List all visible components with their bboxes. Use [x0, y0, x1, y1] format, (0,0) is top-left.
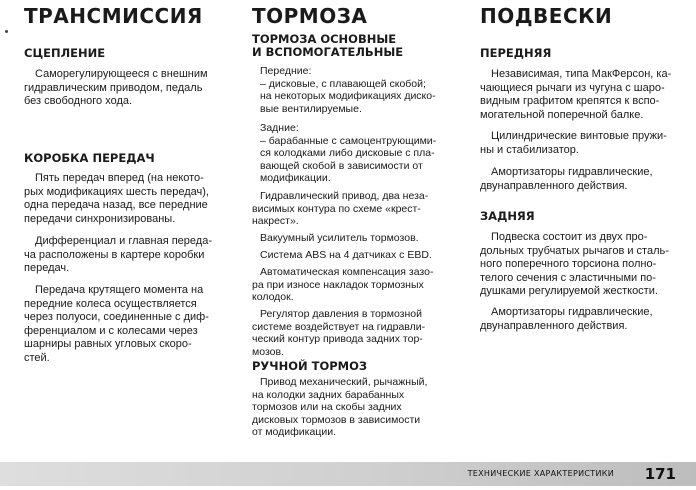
front-brakes-paragraph: Передние: – дисковые, с плавающей скобой; на некоторых модификациях диско- вые вентилируемые.: [260, 65, 436, 115]
rear-suspension-paragraph-2: Амортизаторы гидравлические, двунаправленного действия.: [480, 306, 653, 332]
rear-brakes-paragraph: Задние: – барабанные с самоцентрующими- ся колодками либо дисковые с пла- вающей скобой в зависимости от модификации.: [260, 122, 437, 185]
front-suspension-paragraph-3: Амортизаторы гидравлические, двунаправленного действия.: [480, 166, 653, 192]
abs-paragraph: Система ABS на 4 датчиках с EBD.: [260, 249, 432, 261]
pressure-regulator-paragraph: Регулятор давления в тормозной системе воздействует на гидравли- ческий контур привода задних тор- мозов.: [252, 308, 426, 358]
gearbox-paragraph-1: Пять передач вперед (на некото- рых модификациях шесть передач), одна передача назад, все передние передачи синхронизированы.: [24, 172, 209, 225]
gap-compensation-paragraph: Автоматическая компенсация зазо- ра при износе накладок тормозных колодок.: [252, 266, 434, 304]
subheading-rear-suspension: ЗАДНЯЯ: [480, 209, 535, 223]
page-mark: [5, 30, 8, 33]
parking-brake-paragraph: Привод механический, рычажный, на колодки задних барабанных тормозов или на скобы задних дисковых тормозов в зависимости от модификации.: [252, 376, 428, 439]
section-heading-transmission: ТРАНСМИССИЯ: [24, 4, 203, 28]
subheading-clutch: СЦЕПЛЕНИЕ: [24, 46, 106, 60]
hydraulic-drive-paragraph: Гидравлический привод, два неза- висимых контура по схеме «крест- накрест».: [252, 190, 429, 228]
rear-suspension-paragraph-1: Подвеска состоит из двух про- дольных трубчатых рычагов и сталь- ного поперечного торсиона полно- телого сечения с эластичными по- душками регулируемой жесткости.: [480, 231, 669, 297]
page-number: 171: [644, 465, 676, 483]
subheading-main-brakes: ТОРМОЗА ОСНОВНЫЕ И ВСПОМОГАТЕЛЬНЫЕ: [252, 32, 404, 59]
section-heading-brakes: ТОРМОЗА: [252, 4, 368, 28]
footer-bar: [0, 462, 696, 486]
section-heading-suspension: ПОДВЕСКИ: [480, 4, 613, 28]
footer-section-label: ТЕХНИЧЕСКИЕ ХАРАКТЕРИСТИКИ: [467, 469, 614, 478]
front-suspension-paragraph-2: Цилиндрические винтовые пружи- ны и стабилизатор.: [480, 130, 667, 156]
subheading-gearbox: КОРОБКА ПЕРЕДАЧ: [24, 151, 155, 165]
gearbox-paragraph-3: Передача крутящего момента на передние колеса осуществляется через полуоси, соединенные с диф- ференциалом и с колесами через шарниры равных угловых скоро- стей.: [24, 284, 209, 364]
vacuum-booster-paragraph: Вакуумный усилитель тормозов.: [260, 232, 419, 244]
subheading-parking-brake: РУЧНОЙ ТОРМОЗ: [252, 359, 368, 373]
clutch-paragraph: Саморегулирующееся с внешним гидравлическим приводом, педаль без свободного хода.: [24, 68, 208, 107]
subheading-front-suspension: ПЕРЕДНЯЯ: [480, 46, 552, 60]
front-suspension-paragraph-1: Независимая, типа МакФерсон, ка- чающиеся рычаги из чугуна с шаро- видным графитом крепятся к вспо- могательной поперечной балке.: [480, 68, 672, 121]
gearbox-paragraph-2: Дифференциал и главная переда- ча расположены в картере коробки передач.: [24, 235, 212, 274]
